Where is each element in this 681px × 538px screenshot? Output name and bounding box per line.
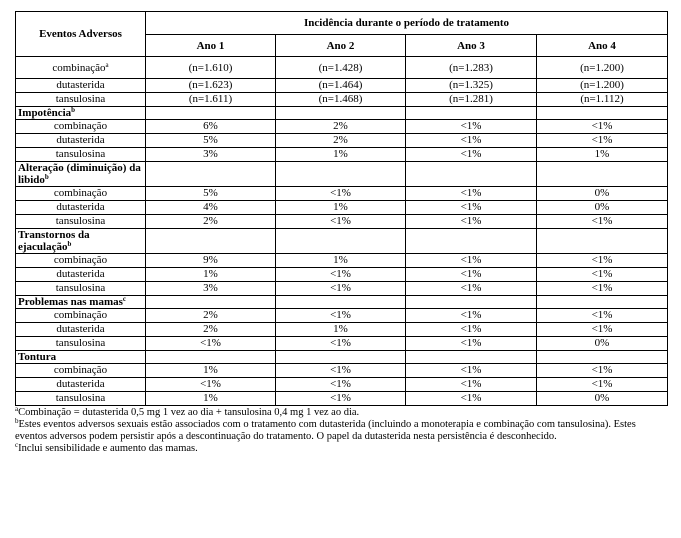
incidence-cell: <1% (406, 187, 537, 201)
incidence-cell: 1% (537, 148, 668, 162)
incidence-cell: <1% (406, 309, 537, 323)
row-label: combinação (16, 309, 146, 323)
row-label: combinação (16, 120, 146, 134)
empty-cell (406, 229, 537, 254)
row-label-text: tansulosina (55, 93, 106, 105)
empty-cell (537, 296, 668, 309)
empty-cell (146, 107, 276, 120)
table-row (16, 323, 668, 337)
sample-size-cell: (n=1.464) (276, 79, 406, 93)
sample-size-cell: (n=1.200) (537, 57, 668, 79)
sample-size-cell: (n=1.611) (146, 93, 276, 107)
empty-cell (537, 162, 668, 187)
incidence-cell: 4% (146, 201, 276, 215)
year-header: Ano 1 (146, 35, 276, 57)
incidence-cell: 1% (276, 201, 406, 215)
incidence-cell: <1% (406, 337, 537, 351)
incidence-cell: <1% (276, 337, 406, 351)
incidence-cell: <1% (276, 187, 406, 201)
incidence-cell: 2% (146, 323, 276, 337)
empty-cell (276, 107, 406, 120)
section-header-row (16, 296, 668, 309)
section-header-row (16, 107, 668, 120)
incidence-cell: 9% (146, 254, 276, 268)
row-label: tansulosina (16, 148, 146, 162)
incidence-cell: <1% (537, 323, 668, 337)
footnote-text: Inclui sensibilidade e aumento das mamas. (18, 443, 198, 454)
row-label: tansulosina (16, 215, 146, 229)
table-row (16, 378, 668, 392)
section-title (16, 229, 146, 254)
footnote-mark: a (15, 405, 19, 413)
incidence-cell: <1% (537, 268, 668, 282)
incidence-cell: <1% (406, 134, 537, 148)
incidence-cell: <1% (406, 215, 537, 229)
incidence-cell: <1% (406, 148, 537, 162)
sample-size-cell: (n=1.610) (146, 57, 276, 79)
section-title-text: Impotência (18, 107, 72, 119)
incidence-cell: 2% (146, 215, 276, 229)
incidence-cell: 2% (276, 134, 406, 148)
incidence-cell: 1% (146, 364, 276, 378)
year-header: Ano 3 (406, 35, 537, 57)
incidence-cell: <1% (537, 378, 668, 392)
table-row (16, 392, 668, 406)
table-row (16, 337, 668, 351)
incidence-cell: 0% (537, 187, 668, 201)
incidence-cell: <1% (406, 201, 537, 215)
incidence-cell: 3% (146, 282, 276, 296)
table-row (16, 282, 668, 296)
section-title-text: Tontura (18, 351, 57, 363)
empty-cell (146, 296, 276, 309)
incidence-cell: <1% (276, 378, 406, 392)
incidence-cell: 5% (146, 187, 276, 201)
incidence-cell: <1% (406, 364, 537, 378)
empty-cell (406, 107, 537, 120)
footnote-mark: b (15, 417, 19, 425)
footnote-mark: b (71, 106, 76, 114)
section-header-row (16, 351, 668, 364)
section-title (16, 296, 146, 309)
empty-cell (406, 351, 537, 364)
sample-size-cell: (n=1.281) (406, 93, 537, 107)
incidence-cell: <1% (537, 309, 668, 323)
table-row (16, 364, 668, 378)
section-title-text: Transtornos da ejaculação (18, 229, 90, 253)
empty-cell (146, 162, 276, 187)
year-header: Ano 4 (537, 35, 668, 57)
incidence-cell: <1% (276, 282, 406, 296)
incidence-cell: <1% (406, 268, 537, 282)
empty-cell (406, 296, 537, 309)
footnote-mark: b (44, 173, 49, 181)
section-title-text: Alteração (diminuição) da libido (18, 162, 141, 186)
row-label: dutasterida (16, 268, 146, 282)
row-label: dutasterida (16, 134, 146, 148)
footnote (15, 419, 667, 443)
table-row (16, 148, 668, 162)
empty-cell (406, 162, 537, 187)
section-header-row (16, 229, 668, 254)
sample-size-cell: (n=1.200) (537, 79, 668, 93)
incidence-cell: <1% (406, 120, 537, 134)
incidence-cell: <1% (406, 282, 537, 296)
footnote-mark: b (67, 240, 72, 248)
incidence-cell: <1% (146, 378, 276, 392)
row-label: dutasterida (16, 201, 146, 215)
incidence-cell: 5% (146, 134, 276, 148)
incidence-cell: 1% (276, 323, 406, 337)
incidence-cell: 1% (146, 392, 276, 406)
row-label: tansulosina (16, 337, 146, 351)
row-label (16, 57, 146, 79)
incidence-cell: <1% (406, 323, 537, 337)
incidence-cell: <1% (276, 364, 406, 378)
incidence-cell: 1% (146, 268, 276, 282)
sample-size-cell: (n=1.283) (406, 57, 537, 79)
incidence-cell: <1% (537, 134, 668, 148)
row-label: tansulosina (16, 392, 146, 406)
incidence-cell: <1% (276, 309, 406, 323)
incidence-cell: 2% (276, 120, 406, 134)
incidence-cell: <1% (537, 282, 668, 296)
empty-cell (146, 351, 276, 364)
table-row (16, 215, 668, 229)
incidence-cell: <1% (406, 254, 537, 268)
row-label: tansulosina (16, 282, 146, 296)
empty-cell (276, 351, 406, 364)
row-label-text: dutasterida (56, 79, 105, 91)
incidence-cell: <1% (537, 215, 668, 229)
sample-size-cell: (n=1.468) (276, 93, 406, 107)
footnote (15, 407, 667, 419)
section-title (16, 107, 146, 120)
empty-cell (537, 229, 668, 254)
incidence-cell: <1% (537, 254, 668, 268)
year-header: Ano 2 (276, 35, 406, 57)
section-title (16, 351, 146, 364)
incidence-cell: 0% (537, 392, 668, 406)
adverse-events-document (15, 11, 667, 455)
incidence-cell: <1% (406, 392, 537, 406)
empty-cell (276, 296, 406, 309)
row-label (16, 93, 146, 107)
table-body (16, 57, 668, 406)
row-label: combinação (16, 364, 146, 378)
section-title-text: Problemas nas mamas (18, 296, 123, 308)
footnote-mark: a (105, 60, 109, 69)
sample-size-row (16, 93, 668, 107)
incidence-cell: <1% (537, 120, 668, 134)
footnote-mark: c (15, 441, 19, 449)
sample-size-cell: (n=1.325) (406, 79, 537, 93)
sample-size-row (16, 57, 668, 79)
row-label: dutasterida (16, 323, 146, 337)
incidence-cell: 2% (146, 309, 276, 323)
row-label (16, 79, 146, 93)
incidence-cell: 6% (146, 120, 276, 134)
sample-size-cell: (n=1.112) (537, 93, 668, 107)
adverse-events-header: Eventos Adversos (16, 12, 146, 57)
row-label: dutasterida (16, 378, 146, 392)
table-row (16, 120, 668, 134)
incidence-cell: <1% (146, 337, 276, 351)
table-row (16, 187, 668, 201)
table-row (16, 309, 668, 323)
row-label: combinação (16, 187, 146, 201)
incidence-cell: 1% (276, 148, 406, 162)
adverse-events-table (15, 11, 668, 406)
footnote (15, 443, 667, 455)
sample-size-row (16, 79, 668, 93)
incidence-header: Incidência durante o período de tratamento (146, 12, 668, 35)
row-label-text: combinação (52, 61, 106, 74)
incidence-cell: <1% (276, 268, 406, 282)
incidence-cell: <1% (537, 364, 668, 378)
incidence-cell: 1% (276, 254, 406, 268)
table-row (16, 134, 668, 148)
section-title (16, 162, 146, 187)
table-row (16, 268, 668, 282)
row-label: combinação (16, 254, 146, 268)
empty-cell (537, 107, 668, 120)
sample-size-cell: (n=1.623) (146, 79, 276, 93)
empty-cell (146, 229, 276, 254)
table-row (16, 201, 668, 215)
empty-cell (276, 229, 406, 254)
incidence-cell: 3% (146, 148, 276, 162)
empty-cell (537, 351, 668, 364)
footnote-mark: c (122, 295, 127, 303)
incidence-cell: <1% (406, 378, 537, 392)
incidence-cell: <1% (276, 392, 406, 406)
footnotes (15, 407, 667, 455)
sample-size-cell: (n=1.428) (276, 57, 406, 79)
footnote-text: Estes eventos adversos sexuais estão associados com o tratamento com dutasterida (incluindo a monoterapia e combinação com tansulosina). Estes eventos adversos podem persistir após a descontinuação do tratamento. O papel da dutasterida nesta persistência é desconhecido. (15, 419, 636, 442)
footnote-text: Combinação = dutasterida 0,5 mg 1 vez ao dia + tansulosina 0,4 mg 1 vez ao dia. (18, 407, 360, 418)
incidence-cell: 0% (537, 337, 668, 351)
incidence-cell: 0% (537, 201, 668, 215)
section-header-row (16, 162, 668, 187)
incidence-cell: <1% (276, 215, 406, 229)
empty-cell (276, 162, 406, 187)
table-row (16, 254, 668, 268)
